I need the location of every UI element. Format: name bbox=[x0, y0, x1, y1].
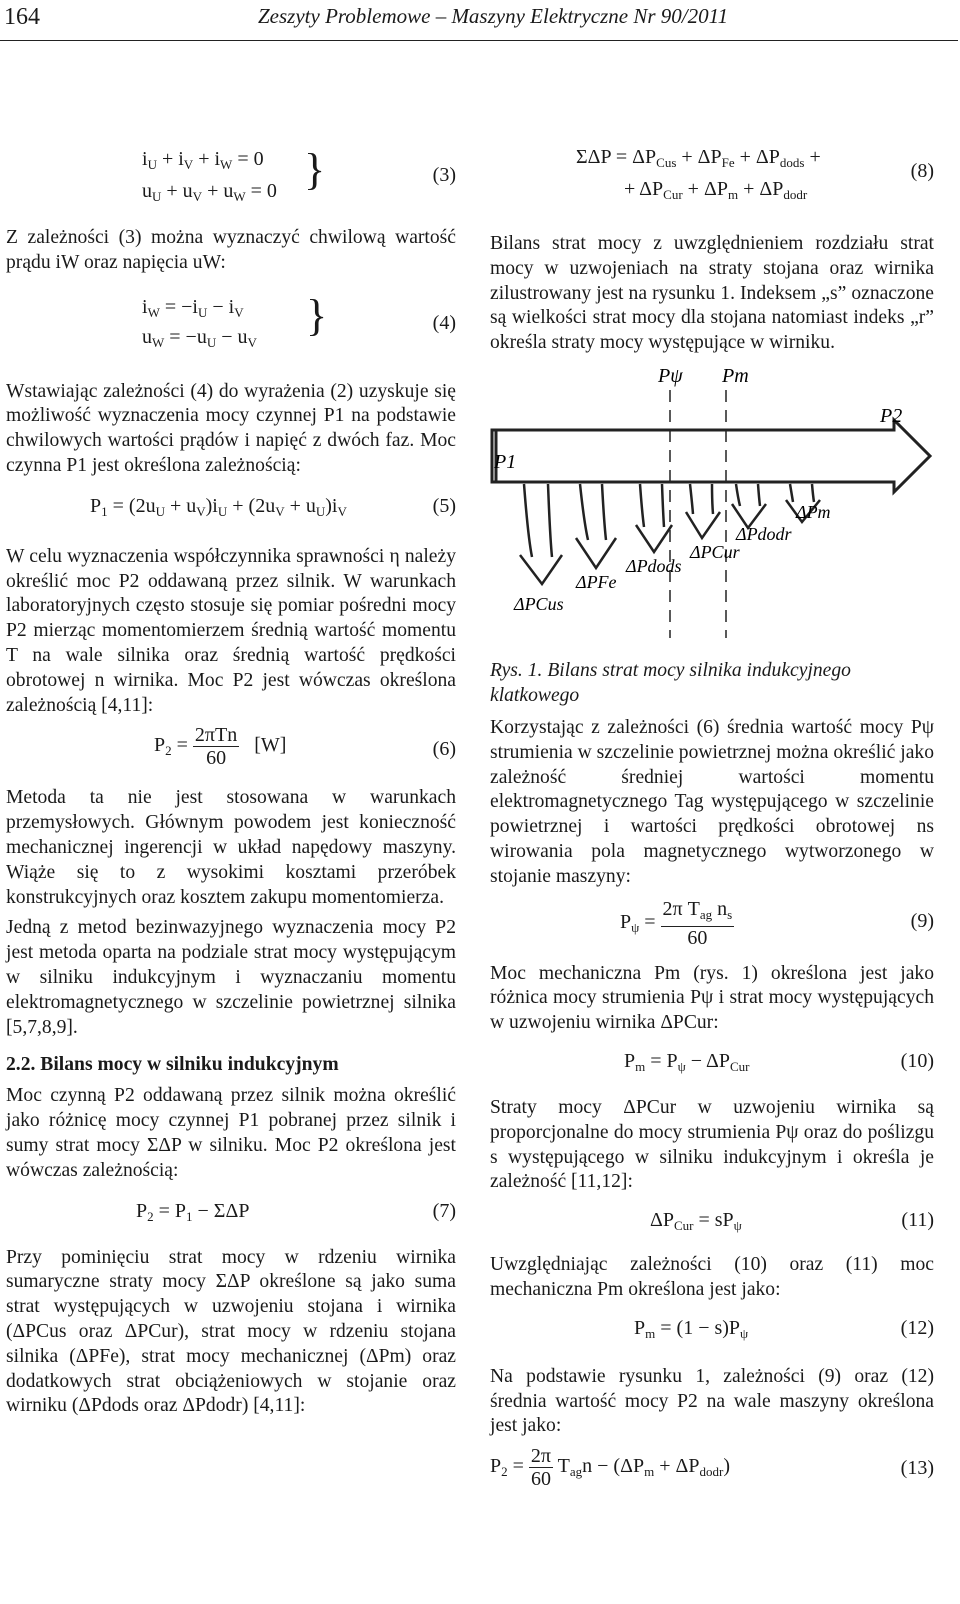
label-dpcus-diagram: ΔPCus bbox=[514, 593, 564, 614]
right-paragraph-6: Na podstawie rysunku 1, zależności (9) oraz (12) średnia wartość mocy P2 na wale maszyny określona jest jako: bbox=[490, 1365, 934, 1437]
label-dpdods-diagram: ΔPdods bbox=[626, 555, 682, 576]
equation-11: $\Delta P_{Cur} = sP_\psi$ (11) bbox=[650, 1209, 934, 1234]
equation-10-number: (10) bbox=[900, 1049, 934, 1072]
page-number: 164 bbox=[4, 4, 40, 30]
equation-9: $P_\psi$ = $\frac{2\pi T_{ag} n_s}{60}$ (9) bbox=[620, 897, 934, 949]
figure-power-balance bbox=[490, 362, 934, 652]
journal-title: Zeszyty Problemowe – Maszyny Elektryczne Nr 90/2011 bbox=[258, 4, 729, 28]
figure-caption: Rys. 1. Bilans strat mocy silnika indukcyjnego klatkowego bbox=[490, 659, 851, 706]
right-column bbox=[490, 50, 934, 1503]
label-p1-diagram: P1 bbox=[494, 450, 517, 473]
equation-12-number: (12) bbox=[900, 1316, 934, 1339]
right-paragraph-5: Uwzględniając zależności (10) oraz (11) moc mechaniczna Pm określona jest jako: bbox=[490, 1254, 934, 1300]
label-p2-diagram: P2 bbox=[880, 404, 903, 427]
label-ppsi-diagram: Pψ bbox=[658, 364, 683, 387]
right-paragraph-3: Moc mechaniczna Pm (rys. 1) określona jest jako różnica mocy strumienia Pψ i strat mocy występujących w uzwojeniu wirnika ΔPCur: bbox=[490, 962, 934, 1034]
equation-4-number: (4) bbox=[432, 311, 456, 334]
header-rule bbox=[0, 40, 958, 41]
equation-6-number: (6) bbox=[432, 738, 456, 761]
equation-9-number: (9) bbox=[910, 909, 934, 932]
label-dpdodr-diagram: ΔPdodr bbox=[736, 523, 792, 544]
right-paragraph-1: Bilans strat mocy z uwzględnieniem rozdziału strat mocy w uzwojeniach na straty stojana oraz wirnika zilustrowany jest na rysunku 1. Indeksem „s” oznaczone są wielkości strat mocy dla stojana natomiast indeks „r” określa straty mocy występujące w wirniku. bbox=[490, 233, 934, 354]
section-heading: 2.2. Bilans mocy w silniku indukcyjnym bbox=[6, 1054, 339, 1076]
left-paragraph-6: Moc czynną P2 oddawaną przez silnik można określić jako różnicę mocy czynnej P1 pobranej przez silnik i sumy strat mocy ΣΔP w silniku. Moc P2 określona jest wówczas zależnością: bbox=[6, 1085, 456, 1181]
equation-8-number: (8) bbox=[910, 160, 934, 182]
equation-5-number: (5) bbox=[432, 494, 456, 517]
left-column bbox=[6, 50, 456, 1419]
label-pm-diagram: Pm bbox=[722, 364, 749, 387]
left-paragraph-7: Przy pominięciu strat mocy w rdzeniu wirnika sumaryczne straty mocy ΣΔP określone są jako suma strat występujących w uzwojeniu stojana i wirnika (ΔPCus oraz ΔPCur), strat mocy w rdzeniu stojana silnika (ΔPFe), strat mocy mechanicznej (ΔPm) oraz dodatkowych strat obciążeniowych w stojanie oraz wirniku (ΔPdods oraz ΔPdodr) [4,11]: bbox=[6, 1246, 456, 1417]
equation-8: $\Sigma\Delta P = \Delta P_{Cus} + \Delta P_{Fe} + \Delta P_{dods}$ + + $\Delta P_{Cur} + \Delta P_m + \Delta P_{dodr}$ (8) bbox=[576, 146, 934, 202]
equation-12: $P_m = (1 - s)P_\psi$ (12) bbox=[634, 1316, 934, 1341]
left-paragraph-3: W celu wyznaczenia współczynnika sprawności η należy określić moc P2 oddawaną przez silnik. W warunkach laboratoryjnych często stosuje się pomiar pośredni mocy P2 mierząc momentomierzem średnią wartość momentu T na wale silnika oraz średnią wartość prędkości obrotowej n wirnika. Moc P2 jest wówczas określona zależnością [4,11]: bbox=[6, 545, 456, 716]
equation-7-number: (7) bbox=[432, 1199, 456, 1222]
equation-3-number: (3) bbox=[432, 164, 456, 186]
equation-7: $P_2 = P_1 - \Sigma\Delta P$ (7) bbox=[136, 1199, 456, 1224]
equation-4: $i_W = -i_U - i_V$ $u_W = -u_U - u_V$ } (4) bbox=[142, 290, 456, 350]
right-paragraph-2: Korzystając z zależności (6) średnia wartość mocy Pψ strumienia w szczelinie powietrznej można określić jako zależność średniej wartości momentu elektromagnetycznego Tag występującego w szczelinie powietrznej i wartości prędkości obrotowej ns wirowania pola magnetycznego wytworzonego w stojanie maszyny: bbox=[490, 716, 934, 887]
left-paragraph-5: Jedną z metod bezinwazyjnego wyznaczenia mocy P2 jest metoda oparta na podziale strat mocy występującym w silniku indukcyjnym i wyznaczaniu momentu elektromagnetycznego w szczelinie powietrznej silnika [5,7,8,9]. bbox=[6, 917, 456, 1038]
right-paragraph-4: Straty mocy ΔPCur w uzwojeniu wirnika są proporcjonalne do mocy strumienia Pψ oraz do poślizgu s występującego w silniku indukcyjnym i określa je zależność [11,12]: bbox=[490, 1096, 934, 1193]
equation-10: $P_m = P_\psi - \Delta P_{Cur}$ (10) bbox=[624, 1049, 934, 1074]
equation-13-number: (13) bbox=[900, 1457, 934, 1480]
equation-6: $P_2$ = $\frac{\text{2πTn}}{60}$ [W] (6) bbox=[154, 724, 456, 770]
label-dpm-diagram: ΔPm bbox=[796, 501, 831, 522]
equation-3: $i_U + i_V + i_W = 0$ $u_U + u_V + u_W = 0$ } (3) bbox=[142, 145, 456, 204]
left-paragraph-2: Wstawiając zależności (4) do wyrażenia (2) uzyskuje się możliwość wyznaczenia mocy czynnej P1 na podstawie chwilowych wartości prądów i napięć z dwóch faz. Moc czynna P1 jest określona zależnością: bbox=[6, 380, 456, 476]
label-dpcur-diagram: ΔPCur bbox=[690, 541, 740, 562]
equation-5: $P_1 = (2u_U + u_V)i_U + (2u_V + u_U)i_V$ (5) bbox=[90, 494, 456, 519]
label-dpfe-diagram: ΔPFe bbox=[576, 571, 617, 592]
left-paragraph-4: Metoda ta nie jest stosowana w warunkach przemysłowych. Głównym powodem jest konieczność mechanicznej ingerencji w układ napędowy maszyny. Wiąże się to z wysokimi kosztami przeróbek konstrukcyjnych oraz kosztem zakupu momentomierza. bbox=[6, 787, 456, 908]
left-paragraph-1: Z zależności (3) można wyznaczyć chwilową wartość prądu iW oraz napięcia uW: bbox=[6, 227, 456, 273]
loss-arrow-cus bbox=[524, 484, 532, 557]
page-header bbox=[0, 0, 960, 50]
main-power-arrow bbox=[492, 420, 930, 492]
equation-13: $P_2$ = $\frac{2\pi}{60}$ $T_{ag}n - (\Delta P_m + \Delta P_{dodr})$ (13) bbox=[490, 1445, 934, 1491]
equation-11-number: (11) bbox=[901, 1209, 934, 1232]
power-flow-diagram bbox=[490, 362, 934, 652]
